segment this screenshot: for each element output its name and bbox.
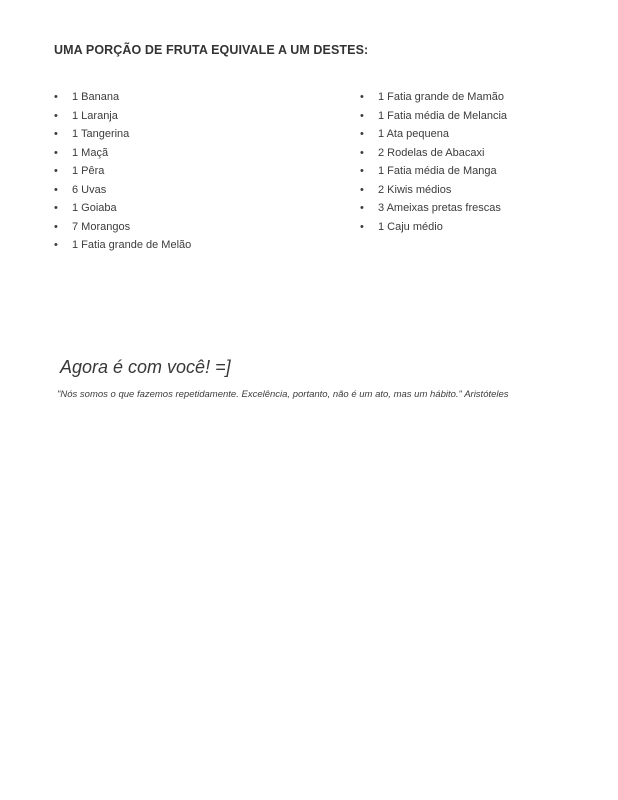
- list-item: [54, 199, 360, 218]
- bullet-icon: •: [54, 146, 58, 159]
- list-item-text: 3 Ameixas pretas frescas: [378, 202, 501, 214]
- bullet-icon: •: [360, 220, 364, 233]
- quote-line: "Nós somos o que fazemos repetidamente. Excelência, portanto, não é um ato, mas um hábito." Aristóteles: [57, 389, 509, 400]
- list-item: [360, 181, 507, 200]
- list-item: [54, 218, 360, 237]
- bullet-icon: •: [360, 109, 364, 122]
- list-item-text: 2 Rodelas de Abacaxi: [378, 146, 485, 159]
- bullet-icon: •: [360, 165, 364, 177]
- list-item: [54, 88, 360, 107]
- list-item-text: 1 Ata pequena: [378, 128, 449, 140]
- list-item-text: 1 Maçã: [72, 146, 109, 159]
- bullet-icon: •: [54, 91, 58, 103]
- list-item: [54, 162, 360, 181]
- list-item-text: 1 Fatia grande de Mamão: [378, 91, 504, 103]
- bullet-icon: •: [54, 239, 58, 251]
- list-item-text: 1 Tangerina: [72, 128, 130, 140]
- list-item: [360, 125, 507, 144]
- bullet-icon: •: [360, 146, 364, 159]
- list-item-text: 1 Caju médio: [378, 220, 443, 233]
- page-title: UMA PORÇÃO DE FRUTA EQUIVALE A UM DESTES:: [54, 43, 369, 57]
- list-item: [360, 107, 507, 126]
- bullet-icon: •: [360, 91, 364, 103]
- bullet-icon: •: [54, 202, 58, 214]
- bullet-icon: •: [54, 165, 58, 177]
- list-item-text: 1 Banana: [72, 91, 120, 103]
- list-item-text: 2 Kiwis médios: [378, 183, 452, 196]
- fruit-list-right: [360, 88, 507, 255]
- bullet-icon: •: [360, 183, 364, 196]
- fruit-list-left: [54, 88, 360, 255]
- list-item-text: 6 Uvas: [72, 183, 107, 196]
- list-item-text: 7 Morangos: [72, 220, 131, 233]
- list-item: [360, 88, 507, 107]
- list-item-text: 1 Fatia grande de Melão: [72, 239, 192, 251]
- bullet-icon: •: [54, 220, 58, 233]
- closing-line: Agora é com você! =]: [60, 357, 231, 377]
- list-item: [360, 199, 507, 218]
- list-item-text: 1 Fatia média de Manga: [378, 165, 497, 177]
- bullet-icon: •: [360, 202, 364, 214]
- list-item-text: 1 Goiaba: [72, 202, 117, 214]
- list-item-text: 1 Fatia média de Melancia: [378, 109, 508, 122]
- list-item: [360, 218, 507, 237]
- fruit-lists: [54, 88, 584, 255]
- list-item: [54, 181, 360, 200]
- bullet-icon: •: [360, 128, 364, 140]
- bullet-icon: •: [54, 128, 58, 140]
- bullet-icon: •: [54, 109, 58, 122]
- list-item-text: 1 Pêra: [72, 165, 105, 177]
- bullet-icon: •: [54, 183, 58, 196]
- list-item: [54, 107, 360, 126]
- list-item: [54, 125, 360, 144]
- list-item: [54, 144, 360, 163]
- list-item: [360, 162, 507, 181]
- list-item: [360, 144, 507, 163]
- list-item-text: 1 Laranja: [72, 109, 118, 122]
- list-item: [54, 236, 360, 255]
